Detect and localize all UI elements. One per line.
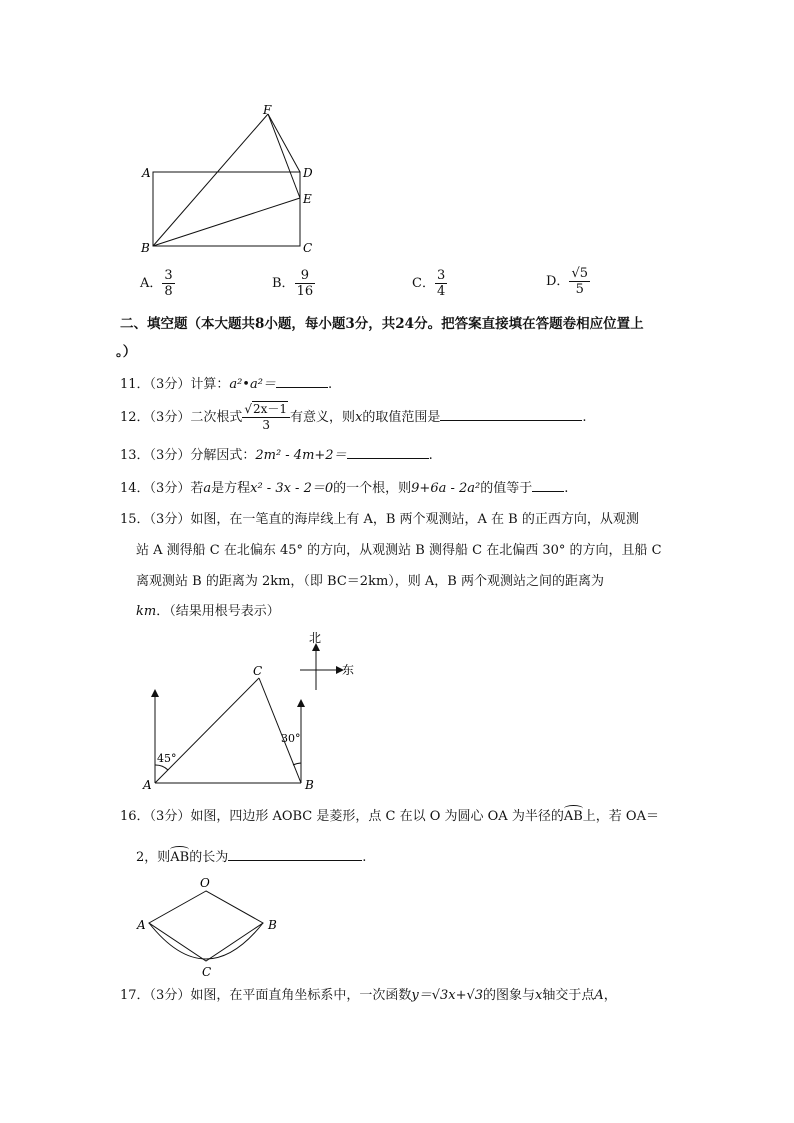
line-ac	[155, 678, 259, 783]
question-12: 12．（3分）二次根式 $\frac{√2x-1}{3}$ 有意义，则x的取值范围是 .	[120, 402, 587, 432]
question-14: 14．（3分）若a是方程x² - 3x - 2＝0的一个根，则9+6a - 2a²的值等于 .	[120, 481, 569, 496]
option-d: D． $\frac{√5}{5}$	[546, 266, 588, 297]
label-b3: B	[268, 918, 277, 932]
label-c2: C	[253, 664, 263, 678]
figure-rectangle-abcd	[135, 100, 325, 260]
label-c3: C	[202, 965, 212, 979]
label-c: C	[303, 241, 313, 255]
option-a: A． $\frac{3}{8}$	[140, 268, 173, 299]
line-bf	[153, 114, 268, 246]
question-15-line2: 站 A 测得船 C 在北偏东 45° 的方向，从观测站 B 测得船 C 在北偏西 30° 的方向，且船 C	[136, 543, 662, 558]
label-f: F	[263, 103, 272, 117]
compass-north-label: 北	[309, 631, 322, 645]
label-a2: A	[143, 778, 152, 792]
angle-arc-b	[293, 763, 301, 765]
question-13: 13．（3分）分解因式：2m² - 4m+2＝ .	[120, 448, 433, 463]
line-fd	[268, 114, 300, 172]
angle-label-30: 30°	[281, 732, 301, 745]
arc-ab	[149, 923, 263, 959]
label-e: E	[303, 192, 312, 206]
line-fe	[268, 114, 300, 198]
section-heading-end: 。）	[116, 344, 137, 360]
option-b: B． $\frac{9}{16}$	[272, 268, 314, 299]
compass-east-label: 东	[342, 663, 355, 677]
label-a3: A	[137, 918, 146, 932]
option-c: C． $\frac{3}{4}$	[412, 268, 446, 299]
angle-label-45: 45°	[157, 752, 177, 765]
figure-observation-stations	[135, 625, 375, 795]
figure-rhombus-aobc	[135, 873, 295, 983]
angle-arc-a	[155, 765, 168, 770]
question-17: 17．（3分）如图，在平面直角坐标系中，一次函数y＝√3x+√3的图象与x轴交于点A，	[120, 988, 617, 1003]
question-15-line1: 15．（3分）如图，在一笔直的海岸线上有 A，B 两个观测站，A 在 B 的正西方向，从观测	[120, 512, 639, 527]
question-15-line4: km．（结果用根号表示）	[136, 604, 280, 619]
section-heading: 二、填空题（本大题共8小题，每小题3分，共24分。把答案直接填在答题卷相应位置上	[120, 316, 644, 332]
question-11: 11．（3分）计算：a²•a²＝ .	[120, 377, 333, 392]
question-16-line2: 2，则AB的长为 .	[136, 850, 367, 865]
label-a: A	[142, 166, 151, 180]
question-15-line3: 离观测站 B 的距离为 2km，（即 BC＝2km），则 A，B 两个观测站之间的距离为	[136, 574, 604, 589]
rhombus-aobc	[149, 891, 263, 961]
rectangle-abcd	[153, 172, 300, 246]
label-d: D	[303, 166, 313, 180]
line-bc	[259, 678, 301, 783]
line-be	[153, 198, 300, 246]
question-16-line1: 16．（3分）如图，四边形 AOBC 是菱形，点 C 在以 O 为圆心 OA 为半径的AB上，若 OA＝	[120, 809, 659, 824]
label-b2: B	[305, 778, 314, 792]
label-b: B	[141, 241, 150, 255]
label-o: O	[200, 876, 210, 890]
